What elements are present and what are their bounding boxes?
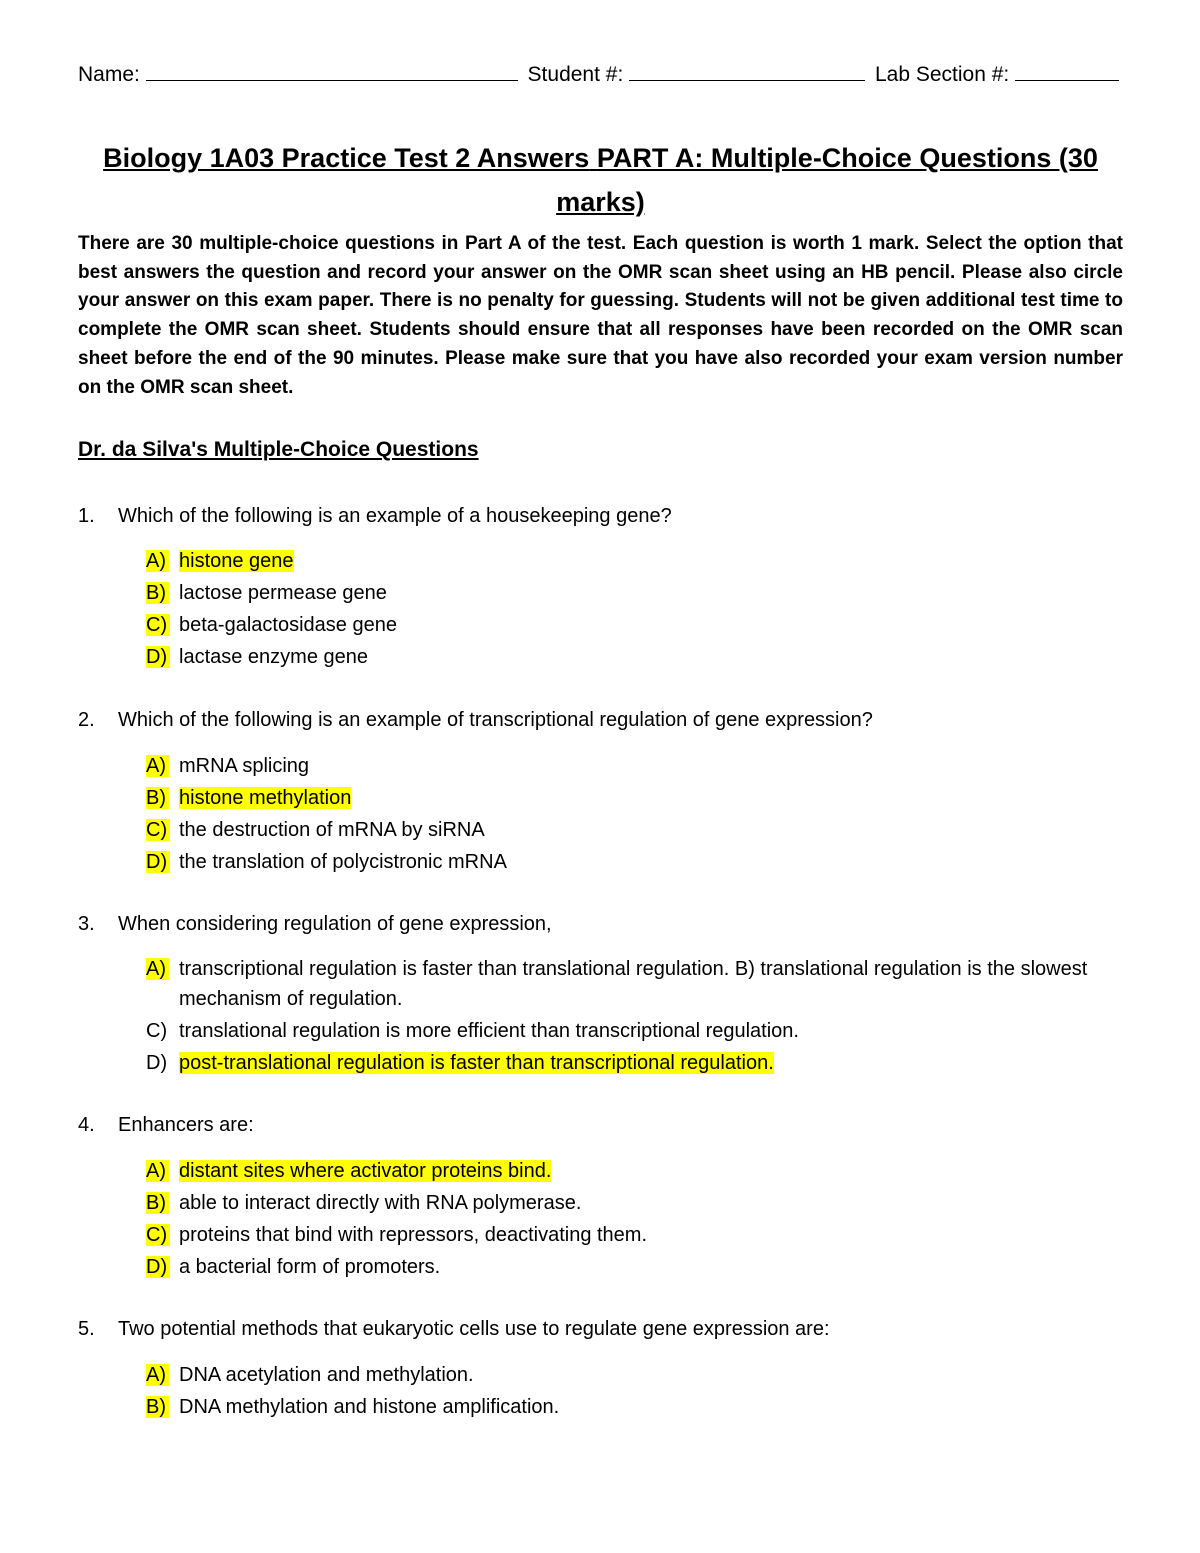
- question-text: When considering regulation of gene expression,: [118, 913, 552, 935]
- option-text: lactose permease gene: [179, 582, 387, 604]
- option-letter: A): [146, 550, 169, 572]
- question-number: 3.: [78, 913, 95, 935]
- page-title: [78, 136, 1123, 224]
- option-letter: D): [146, 851, 170, 873]
- option-text: DNA methylation and histone amplification.: [179, 1396, 560, 1418]
- option-text: mRNA splicing: [179, 755, 310, 777]
- question-text: Which of the following is an example of transcriptional regulation of gene expression?: [118, 709, 873, 731]
- option-text-correct: histone methylation: [179, 787, 352, 809]
- option-text: the destruction of mRNA by siRNA: [179, 819, 485, 841]
- option-text-correct: histone gene: [179, 550, 294, 572]
- option-letter: B): [146, 787, 169, 809]
- option-text: translational regulation is more efficient than transcriptional regulation.: [179, 1020, 799, 1042]
- option-text: lactase enzyme gene: [179, 646, 369, 668]
- lab-section-label: Lab Section #:: [874, 63, 1010, 86]
- question-text: Two potential methods that eukaryotic cells use to regulate gene expression are:: [118, 1318, 830, 1340]
- option-letter: A): [146, 1160, 169, 1182]
- option-letter: A): [146, 958, 169, 980]
- question-text: Which of the following is an example of a housekeeping gene?: [118, 505, 672, 527]
- option-letter: C): [146, 1020, 168, 1042]
- option-letter: D): [146, 1256, 170, 1278]
- header-fields: [78, 62, 1138, 87]
- option-letter: B): [146, 1396, 169, 1418]
- option-letter: A): [146, 755, 169, 777]
- instructions-paragraph: There are 30 multiple-choice questions in Part A of the test. Each question is worth 1 mark. Select the option that best answers the question and record your answer on the OMR scan sheet using an HB pencil. Please also circle your answer on this exam paper. There is no penalty for guessing. Students will not be given additional test time to complete the OMR scan sheet. Students should ensure that all responses have been recorded on the OMR scan sheet before the end of the 90 minutes. Please make sure that you have also recorded your exam version number on the OMR scan sheet.: [78, 233, 1123, 398]
- option-letter: B): [146, 1192, 169, 1214]
- option-letter: C): [146, 819, 170, 841]
- option-letter: B): [146, 582, 169, 604]
- option-letter: C): [146, 614, 170, 636]
- option-letter: C): [146, 1224, 170, 1246]
- option-text: transcriptional regulation is faster than translational regulation. B) translational regulation is the slowest mechanism of regulation.: [179, 958, 1088, 1010]
- option-text: the translation of polycistronic mRNA: [179, 851, 507, 873]
- question-number: 5.: [78, 1318, 95, 1340]
- option-letter: D): [146, 646, 170, 668]
- lab-section-blank: [1015, 62, 1119, 81]
- student-label: Student #:: [527, 63, 624, 86]
- question-number: 2.: [78, 709, 95, 731]
- name-label: Name:: [78, 63, 140, 86]
- question-number: 1.: [78, 505, 95, 527]
- student-number-blank: [629, 62, 865, 81]
- option-letter: A): [146, 1364, 169, 1386]
- section-heading: Dr. da Silva's Multiple-Choice Questions: [78, 438, 479, 461]
- option-text: able to interact directly with RNA polymerase.: [179, 1192, 582, 1214]
- name-blank: [146, 62, 518, 81]
- title-part-a: PART A: Multiple-Choice Questions (30 marks): [556, 143, 1098, 217]
- option-text: proteins that bind with repressors, deactivating them.: [179, 1224, 648, 1246]
- option-letter: D): [146, 1052, 168, 1074]
- question-number: 4.: [78, 1114, 95, 1136]
- option-text: a bacterial form of promoters.: [179, 1256, 441, 1278]
- question-text: Enhancers are:: [118, 1114, 254, 1136]
- option-text-correct: distant sites where activator proteins bind.: [179, 1160, 552, 1182]
- option-text: beta-galactosidase gene: [179, 614, 397, 636]
- option-text: DNA acetylation and methylation.: [179, 1364, 474, 1386]
- title-main: Biology 1A03 Practice Test 2 Answers: [103, 143, 590, 173]
- option-text-correct: post-translational regulation is faster than transcriptional regulation.: [179, 1052, 774, 1074]
